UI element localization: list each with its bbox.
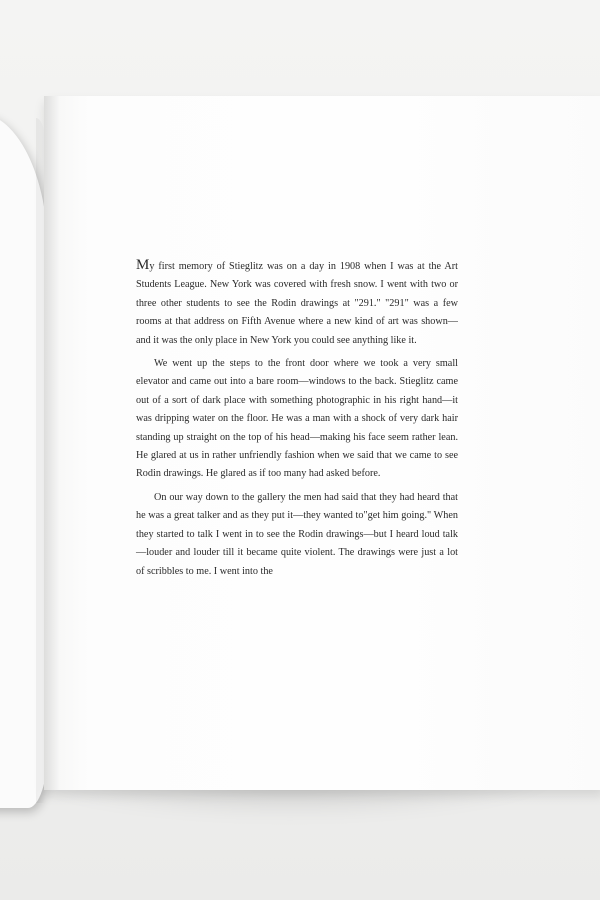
page-gutter-shadow — [44, 96, 60, 790]
paragraph-1-text: y first memory of Stieglitz was on a day in 1908 when I was at the Art Students League. New York was covered with fresh snow. I went with two or three other students to see the Rodin drawings at "291." "291" was a few rooms at that address on Fifth Avenue where a new kind of art was shown—and it was the only place in New York you could see anything like it. — [136, 261, 458, 346]
drop-cap: M — [136, 257, 150, 273]
paragraph-1 — [136, 258, 458, 350]
paragraph-3: On our way down to the gallery the men had said that they had heard that he was a great talker and as they put it—they wanted to"get him going." When they started to talk I went in to see the Rodin drawings—but I heard loud talk—louder and louder till it became quite violent. The drawings were just a lot of scribbles to me. I went into the — [136, 491, 458, 577]
body-text — [136, 258, 458, 586]
paragraph-2: We went up the steps to the front door where we took a very small elevator and came out into a bare room—windows to the back. Stieglitz came out of a sort of dark place with something photographic in his right hand—it was dripping water on the floor. He was a man with a shock of very dark hair standing up straight on the top of his head—making his face seem rather lean. He glared at us in rather unfriendly fashion when we said that we came to see Rodin drawings. He glared as if too many had asked before. — [136, 358, 458, 480]
